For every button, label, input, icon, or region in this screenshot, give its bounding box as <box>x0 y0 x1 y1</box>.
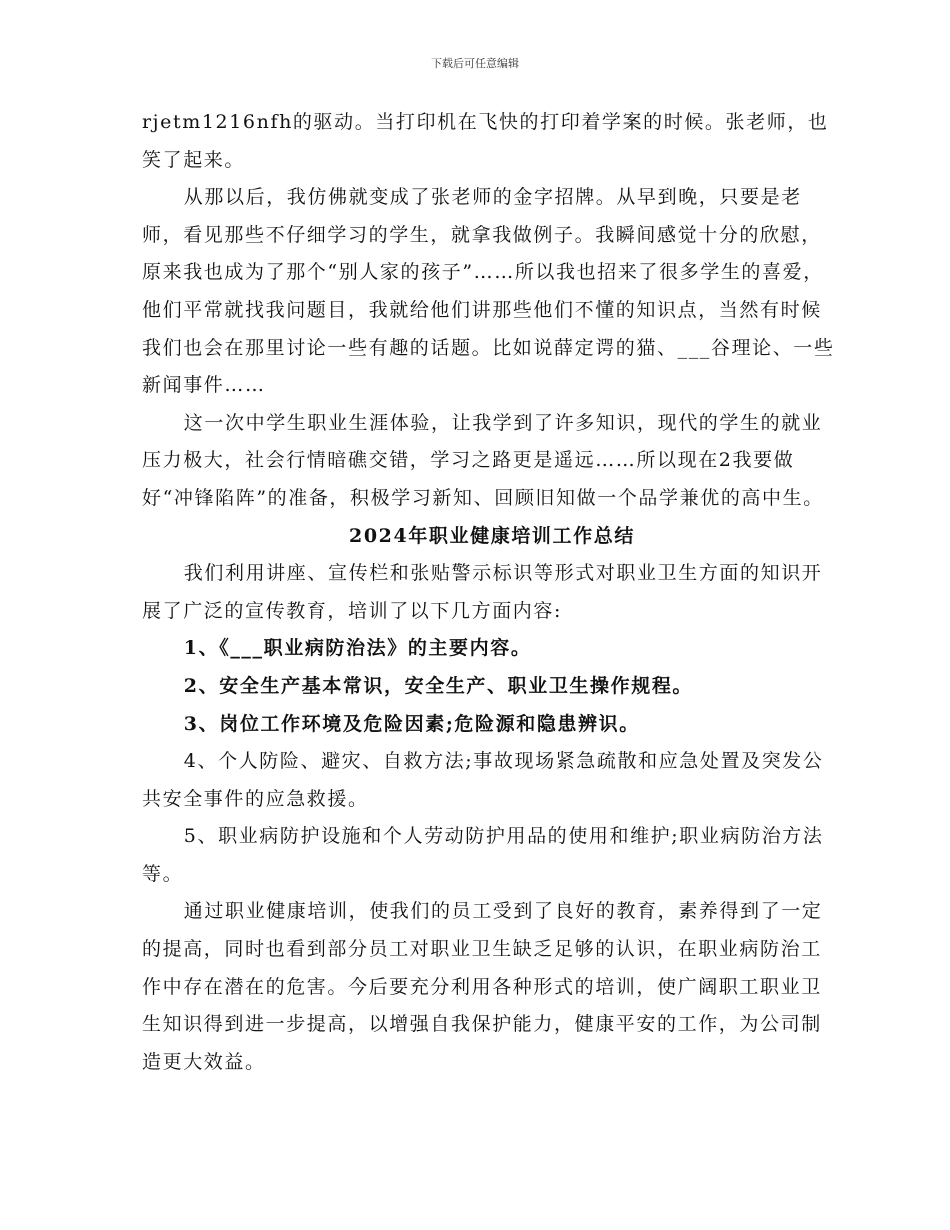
page-header: 下载后可任意编辑 <box>431 57 519 70</box>
paragraph-2: 从那以后，我仿佛就变成了张老师的金字招牌。从早到晚，只要是老师，看见那些不仔细学习的学生，就拿我做例子。我瞬间感觉十分的欣慰，原来我也成为了那个“别人家的孩子”……所以我也招来了很多学生的喜爱，他们平常就找我问题目，我就给他们讲那些他们不懂的知识点，当然有时候我们也会在那里讨论一些有趣的话题。比如说薛定谔的猫、___谷理论、一些新闻事件…… <box>142 186 835 397</box>
list-item-2: 2、安全生产基本常识，安全生产、职业卫生操作规程。 <box>183 674 694 697</box>
list-item-5: 5、职业病防护设施和个人劳动防护用品的使用和维护;职业病防治方法等。 <box>142 825 824 885</box>
document-body <box>142 104 842 1081</box>
paragraph-3: 这一次中学生职业生涯体验，让我学到了许多知识，现代的学生的就业压力极大，社会行情暗礁交错，学习之路更是遥远……所以现在2我要做好“冲锋陷阵”的准备，积极学习新知、回顾旧知做一个品学兼优的高中生。 <box>142 411 824 509</box>
conclusion-paragraph: 通过职业健康培训，使我们的员工受到了良好的教育，素养得到了一定的提高，同时也看到部分员工对职业卫生缺乏足够的认识，在职业病防治工作中存在潜在的危害。今后要充分利用各种形式的培训，使广阔职工职业卫生知识得到进一步提高，以增强自我保护能力，健康平安的工作，为公司制造更大效益。 <box>142 900 823 1073</box>
list-item-4: 4、个人防险、避灾、自救方法;事故现场紧急疏散和应急处置及突发公共安全事件的应急救援。 <box>142 750 824 810</box>
paragraph-1: rjetm1216nfh的驱动。当打印机在飞快的打印着学案的时候。张老师，也笑了起来。 <box>142 111 829 171</box>
list-item-1: 1、《___职业病防治法》的主要内容。 <box>183 637 532 660</box>
section-title: 2024年职业健康培训工作总结 <box>349 524 635 547</box>
list-item-3: 3、岗位工作环境及危险因素;危险源和隐患辨识。 <box>183 712 640 735</box>
intro-paragraph: 我们利用讲座、宣传栏和张贴警示标识等形式对职业卫生方面的知识开展了广泛的宣传教育，培训了以下几方面内容: <box>142 562 823 622</box>
